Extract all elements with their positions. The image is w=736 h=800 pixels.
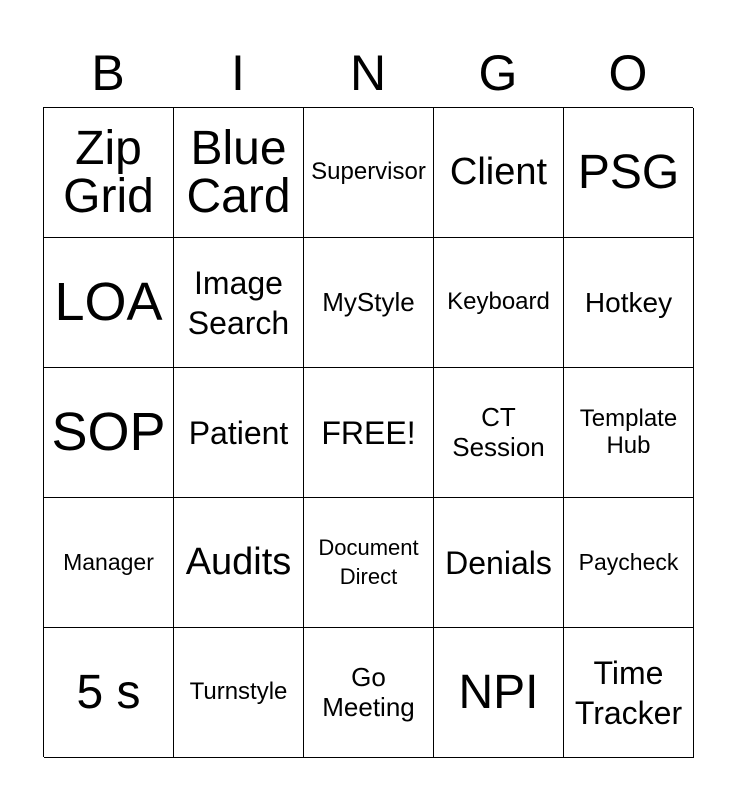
bingo-cell[interactable]: Paycheck <box>564 498 694 628</box>
bingo-cell[interactable]: MyStyle <box>304 238 434 368</box>
bingo-cell[interactable]: CT Session <box>434 368 564 498</box>
bingo-cell[interactable]: Document Direct <box>304 498 434 628</box>
header-letter-n: N <box>349 45 387 101</box>
bingo-board <box>43 107 693 757</box>
bingo-cell[interactable]: Time Tracker <box>564 628 694 758</box>
bingo-cell[interactable]: Zip Grid <box>44 108 174 238</box>
bingo-cell[interactable]: Manager <box>44 498 174 628</box>
bingo-cell[interactable]: Supervisor <box>304 108 434 238</box>
bingo-cell[interactable]: FREE! <box>304 368 434 498</box>
bingo-cell[interactable]: Audits <box>174 498 304 628</box>
bingo-cell[interactable]: Blue Card <box>174 108 304 238</box>
bingo-header <box>43 40 693 106</box>
header-letter-o: O <box>608 45 648 101</box>
bingo-cell[interactable]: Turnstyle <box>174 628 304 758</box>
header-letter-b: B <box>91 45 125 101</box>
bingo-cell[interactable]: Go Meeting <box>304 628 434 758</box>
bingo-cell[interactable]: Template Hub <box>564 368 694 498</box>
bingo-cell[interactable]: Patient <box>174 368 304 498</box>
bingo-cell[interactable]: LOA <box>44 238 174 368</box>
bingo-cell[interactable]: 5 s <box>44 628 174 758</box>
header-letter-i: I <box>231 45 245 101</box>
bingo-cell[interactable]: Client <box>434 108 564 238</box>
header-letter-g: G <box>478 45 518 101</box>
bingo-cell[interactable]: PSG <box>564 108 694 238</box>
bingo-cell[interactable]: Keyboard <box>434 238 564 368</box>
bingo-cell[interactable]: SOP <box>44 368 174 498</box>
bingo-cell[interactable]: Hotkey <box>564 238 694 368</box>
bingo-cell[interactable]: Denials <box>434 498 564 628</box>
bingo-cell[interactable]: Image Search <box>174 238 304 368</box>
bingo-cell[interactable]: NPI <box>434 628 564 758</box>
